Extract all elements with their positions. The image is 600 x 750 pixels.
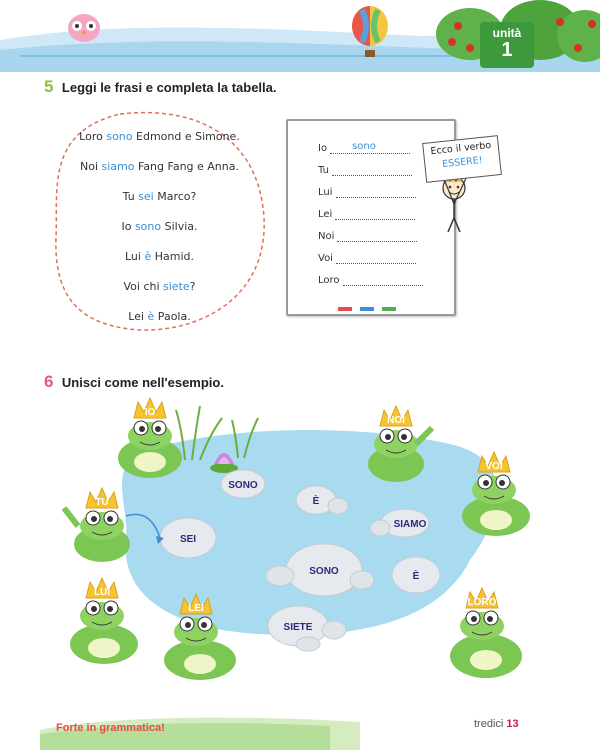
owl-icon: [68, 14, 100, 42]
frog-io: [110, 396, 190, 482]
unit-label: unità: [492, 26, 522, 40]
page-word: tredici: [474, 718, 504, 730]
sentences-box: [52, 108, 267, 336]
answer-field[interactable]: [343, 275, 423, 286]
answer-field[interactable]: [336, 187, 416, 198]
frog-loro: [444, 586, 528, 682]
exercise6-heading: [44, 372, 224, 392]
sign-line1: Ecco il verbo: [430, 139, 492, 158]
stone-label: SIAMO: [393, 519, 427, 530]
stone-label: SEI: [179, 534, 197, 545]
table-row: Lui: [318, 187, 416, 198]
frog-label: LUI: [93, 587, 111, 598]
exercise6-number: 6: [44, 372, 54, 391]
frog-voi: [456, 450, 540, 540]
stone-label: SONO: [309, 566, 339, 577]
page-number: [474, 718, 519, 730]
page-header: [0, 0, 600, 72]
unit-number: 1: [501, 39, 513, 61]
frog-tu: [60, 486, 144, 572]
stone-label: SONO: [228, 480, 258, 491]
frog-noi: [356, 404, 436, 490]
stone-label: È: [312, 496, 320, 507]
sentence-3: Tu sei Marco?: [122, 190, 197, 203]
frog-lui: [64, 576, 144, 668]
answer-field[interactable]: [332, 165, 412, 176]
table-row: Voi: [318, 253, 416, 264]
table-row: Loro: [318, 275, 423, 286]
frog-label: VOI: [485, 461, 503, 472]
table-row: Noi: [318, 231, 417, 242]
sentence-4: Io sono Silvia.: [121, 220, 198, 233]
answer-field[interactable]: [337, 231, 417, 242]
markers-icon: [338, 306, 418, 312]
sentence-1: Loro sono Edmond e Simone.: [79, 130, 240, 143]
exercise5-heading: [44, 77, 277, 97]
frog-label: IO: [144, 407, 156, 418]
frog-label: TU: [95, 497, 109, 508]
answer-field[interactable]: [336, 253, 416, 264]
stone-sei: [160, 518, 216, 558]
footer-series-title: Forte in grammatica!: [56, 722, 165, 734]
sentence-7: Lei è Paola.: [128, 310, 191, 323]
answer-field[interactable]: [335, 209, 415, 220]
stone-label: SIETE: [283, 622, 313, 633]
unit-badge: [480, 22, 534, 68]
exercise6-title: Unisci come nell'esempio.: [61, 375, 224, 390]
table-row: Lei: [318, 209, 415, 220]
frog-lei: [158, 592, 242, 684]
table-row: Io sono: [318, 143, 410, 154]
frog-label: LEI: [188, 603, 204, 614]
exercise5-number: 5: [44, 77, 54, 96]
sentence-6: Voi chi siete?: [123, 280, 196, 293]
stone-e-2: [392, 557, 440, 593]
sentence-5: Lui è Hamid.: [124, 250, 194, 263]
frog-label: LORO: [467, 597, 497, 608]
stone-sono-1: [221, 470, 265, 498]
stone-label: È: [412, 571, 420, 582]
frog-label: NOI: [387, 415, 405, 426]
answer-field[interactable]: sono: [330, 143, 410, 154]
speech-sign: [422, 135, 502, 183]
sentence-2: Noi siamo Fang Fang e Anna.: [80, 160, 239, 173]
page-number-value: 13: [506, 718, 519, 730]
sign-line2: ESSERE!: [441, 154, 484, 171]
exercise5-title: Leggi le frasi e completa la tabella.: [61, 80, 277, 95]
table-row: Tu: [318, 165, 412, 176]
